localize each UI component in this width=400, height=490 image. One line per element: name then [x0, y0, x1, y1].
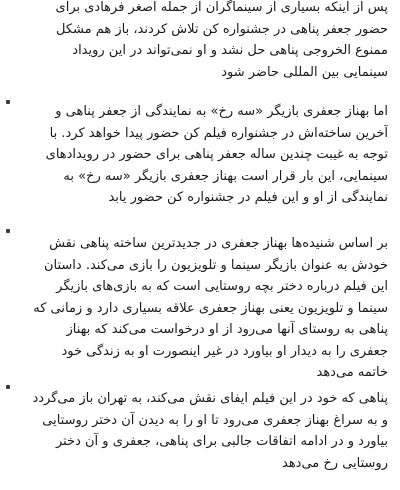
paragraph-line: حضور جعفر پناهی در جشنواره کن تلاش کردند، باز هم مشکل: [56, 21, 388, 37]
paragraph-3: [8, 233, 388, 384]
paragraph-line: بر اساس شنیده‌ها بهناز جعفری در جدیدترین ساخته پناهی نقش: [49, 236, 388, 251]
paragraph-line: خاتمه می‌دهد: [316, 365, 388, 380]
paragraph-4: [8, 388, 388, 474]
paragraph-line: خودش به عنوان بازیگر سینما و تلویزیون را بازی می‌کند. داستان: [43, 257, 388, 273]
paragraph-1: [8, 0, 388, 83]
paragraph-line: و به سراغ بهناز جعفری می‌رود تا او را به دیدن آن دختر روستایی: [42, 412, 388, 428]
paragraph-line: نمایندگی از او و این فیلم در جشنواره کن حضور یابد: [108, 190, 388, 205]
paragraph-line: پناهی که خود در این فیلم ایفای نقش می‌کند، به تهران باز می‌گردد: [32, 391, 388, 406]
paragraph-line: سینمایی بین المللی حاضر شود: [221, 64, 388, 80]
paragraph-line: پناهی به روستای آنها می‌رود از او درخواست می‌کند که بهناز: [66, 322, 388, 337]
paragraph-line: روستایی رخ می‌دهد: [282, 455, 388, 471]
paragraph-line: ممنوع الخروجی پناهی حل نشد و او نمی‌تواند در این رویداد: [72, 43, 388, 58]
paragraph-line: این فیلم درباره دختر بچه روستایی است که به بازی‌های بازیگر: [56, 279, 388, 294]
paragraph-line: سینما و تلویزیون یعنی بهناز جعفری علاقه بسیاری دارد و زمانی که: [33, 300, 388, 316]
paragraph-line: آخرین ساخته‌اش در جشنواره فیلم کن حضور پیدا خواهد کرد. با: [49, 125, 388, 141]
paragraph-line: اما بهناز جعفری بازیگر «سه رخ» به نمایندگی از جعفر پناهی و: [55, 104, 388, 119]
paragraph-line: توجه به غیبت چندین ساله جعفر پناهی برای حضور در رویدادهای: [45, 147, 388, 162]
paragraph-line: سینمایی، این بار قرار است بهناز جعفری بازیگر «سه رخ» به: [63, 168, 388, 184]
paragraph-2: [8, 101, 388, 209]
paragraph-line: پس از اینکه بسیاری از سینماگران از جمله اصغر فرهادی برای: [55, 0, 388, 15]
paragraph-line: جعفری را به دیدار او بیاورد در غیر اینصورت او به زندگی خود: [61, 343, 388, 359]
paragraph-line: بیاورد و در ادامه اتفاقات جالبی برای پناهی، جعفری و آن دختر: [55, 434, 388, 449]
